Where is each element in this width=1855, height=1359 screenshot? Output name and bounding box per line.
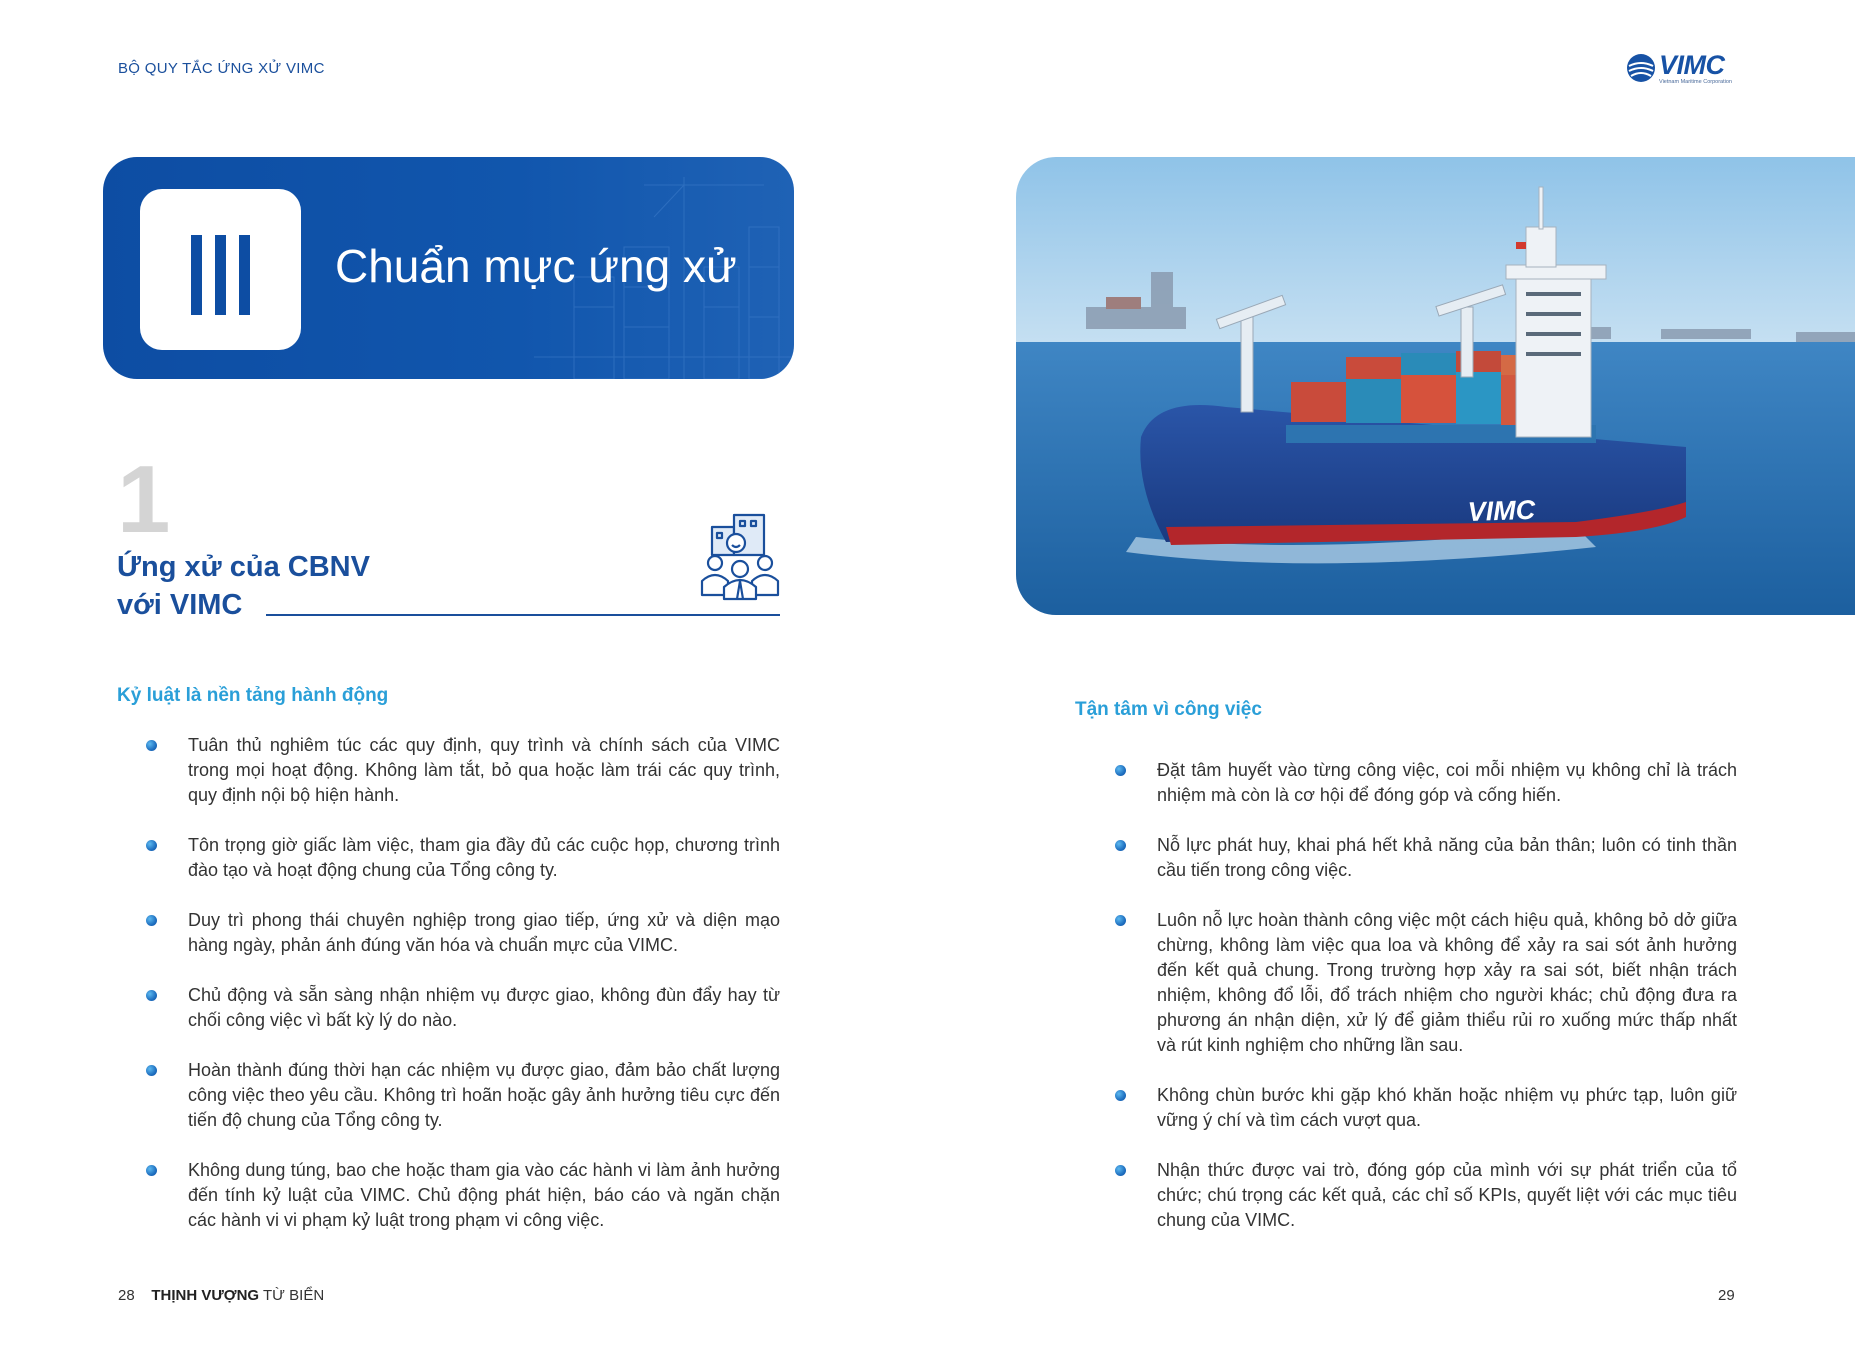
vimc-globe-icon bbox=[1625, 52, 1657, 84]
right-subheading: Tận tâm vì công việc bbox=[1075, 699, 1262, 720]
list-item: Luôn nỗ lực hoàn thành công việc một cách hiệu quả, không bỏ dở giữa chừng, không làm việc qua loa và không để xảy ra sai sót ảnh hưởng đến kết quả chung. Trong trường hợp xảy ra sai sót, biết nhận trách nhiệm, không đổ lỗi, đổ trách nhiệm cho người khác; chủ động đưa ra phương án nhận diện, xử lý để giảm thiểu rủi ro xuống mức thấp nhất và rút kinh nghiệm cho những lần sau. bbox=[1113, 908, 1737, 1058]
logo-wordmark: VIMC bbox=[1659, 50, 1725, 80]
bullet-icon bbox=[1115, 1165, 1126, 1176]
section-title: Ứng xử của CBNV với VIMC bbox=[117, 551, 370, 621]
list-item: Không dung túng, bao che hoặc tham gia vào các hành vi làm ảnh hưởng đến tính kỷ luật của VIMC. Chủ động phát hiện, báo cáo và ngăn chặn các hành vi vi phạm kỷ luật trong phạm vi công việc. bbox=[144, 1158, 780, 1233]
footer-slogan-rest: TỪ BIỂN bbox=[263, 1287, 325, 1304]
running-header: BỘ QUY TẮC ỨNG XỬ VIMC bbox=[118, 60, 325, 77]
list-item: Chủ động và sẵn sàng nhận nhiệm vụ được giao, không đùn đẩy hay từ chối công việc vì bất kỳ lý do nào. bbox=[144, 983, 780, 1033]
list-item: Nỗ lực phát huy, khai phá hết khả năng của bản thân; luôn có tinh thần cầu tiến trong công việc. bbox=[1113, 833, 1737, 883]
bullet-icon bbox=[1115, 1090, 1126, 1101]
list-item: Tuân thủ nghiêm túc các quy định, quy trình và chính sách của VIMC trong mọi hoạt động. Không làm tắt, bỏ qua hoặc làm trái các quy trình, quy định nội bộ hiện hành. bbox=[144, 733, 780, 808]
roman-numeral-stroke bbox=[215, 235, 226, 315]
roman-numeral-stroke bbox=[191, 235, 202, 315]
left-subheading: Kỷ luật là nền tảng hành động bbox=[117, 685, 389, 706]
section-underline bbox=[266, 614, 780, 616]
bullet-icon bbox=[1115, 915, 1126, 926]
list-item: Không chùn bước khi gặp khó khăn hoặc nhiệm vụ phức tạp, luôn giữ vững ý chí và tìm cách vượt qua. bbox=[1113, 1083, 1737, 1133]
bullet-icon bbox=[146, 740, 157, 751]
hull-lettering: VIMC bbox=[1467, 494, 1536, 527]
list-item: Hoàn thành đúng thời hạn các nhiệm vụ được giao, đảm bảo chất lượng công việc theo yêu cầu. Không trì hoãn hoặc gây ảnh hưởng tiêu cực đến tiến độ chung của Tổng công ty. bbox=[144, 1058, 780, 1133]
bullet-icon bbox=[146, 915, 157, 926]
chapter-number-box bbox=[140, 189, 301, 350]
bullet-icon bbox=[1115, 765, 1126, 776]
list-item: Nhận thức được vai trò, đóng góp của mình với sự phát triển của tổ chức; chú trọng các kết quả, các chỉ số KPIs, quyết liệt với các mục tiêu chung của VIMC. bbox=[1113, 1158, 1737, 1233]
chapter-banner bbox=[103, 157, 794, 379]
bullet-icon bbox=[146, 840, 157, 851]
page-number-right: 29 bbox=[1718, 1287, 1735, 1304]
left-bullet-list bbox=[144, 733, 780, 1233]
logo-subtitle: Vietnam Maritime Corporation bbox=[1659, 79, 1732, 85]
container-ship-photo bbox=[1016, 157, 1855, 615]
list-item: Tôn trọng giờ giấc làm việc, tham gia đầy đủ các cuộc họp, chương trình đào tạo và hoạt động chung của Tổng công ty. bbox=[144, 833, 780, 883]
roman-numeral-stroke bbox=[239, 235, 250, 315]
bullet-icon bbox=[146, 990, 157, 1001]
list-item: Đặt tâm huyết vào từng công việc, coi mỗi nhiệm vụ không chỉ là trách nhiệm mà còn là cơ hội để đóng góp và cống hiến. bbox=[1113, 758, 1737, 808]
ship-illustration bbox=[1016, 157, 1855, 615]
chapter-title: Chuẩn mực ứng xử bbox=[335, 240, 737, 292]
team-building-icon bbox=[698, 513, 782, 601]
right-bullet-list bbox=[1113, 758, 1737, 1233]
footer-left bbox=[118, 1287, 324, 1304]
bullet-icon bbox=[146, 1165, 157, 1176]
bullet-icon bbox=[146, 1065, 157, 1076]
page-number-left: 28 bbox=[118, 1287, 135, 1304]
section-number: 1 bbox=[117, 446, 171, 553]
bullet-icon bbox=[1115, 840, 1126, 851]
vimc-logo bbox=[1625, 52, 1740, 86]
footer-slogan-bold: THỊNH VƯỢNG bbox=[151, 1287, 260, 1304]
list-item: Duy trì phong thái chuyên nghiệp trong giao tiếp, ứng xử và diện mạo hàng ngày, phản ánh đúng văn hóa và chuẩn mực của VIMC. bbox=[144, 908, 780, 958]
